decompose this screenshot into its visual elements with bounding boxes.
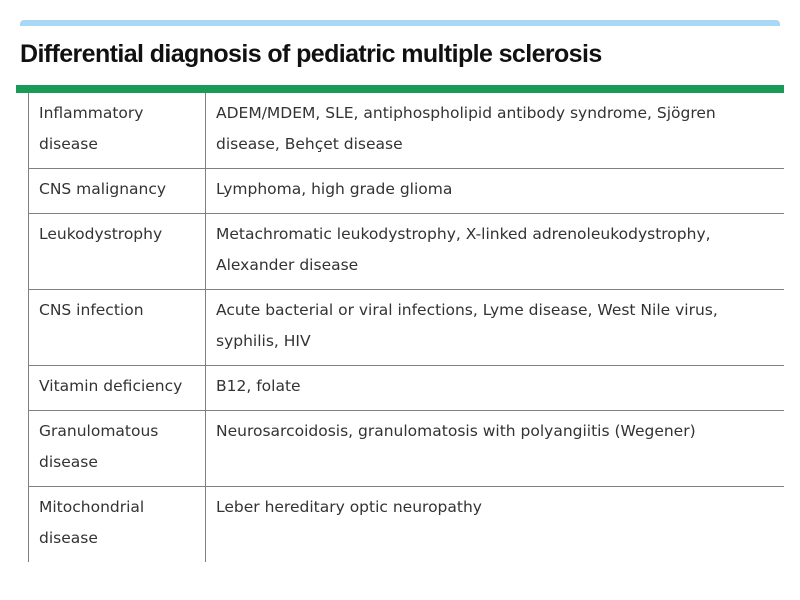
table-row — [29, 411, 785, 487]
table-row — [29, 487, 785, 563]
conditions-cell: Metachromatic leukodystrophy, X-linked adrenoleukodystrophy, Alexander disease — [206, 214, 785, 290]
differential-diagnosis-table — [28, 93, 784, 562]
table-row — [29, 290, 785, 366]
category-cell: Leukodystrophy — [29, 214, 206, 290]
table-row — [29, 93, 785, 169]
category-cell: CNS malignancy — [29, 169, 206, 214]
conditions-cell: Acute bacterial or viral infections, Lyme disease, West Nile virus, syphilis, HIV — [206, 290, 785, 366]
conditions-cell: Neurosarcoidosis, granulomatosis with polyangiitis (Wegener) — [206, 411, 785, 487]
table-row — [29, 214, 785, 290]
top-accent-bar — [20, 20, 780, 26]
conditions-cell: Lymphoma, high grade glioma — [206, 169, 785, 214]
category-cell: Vitamin deficiency — [29, 366, 206, 411]
category-cell: Granulomatous disease — [29, 411, 206, 487]
table-row — [29, 169, 785, 214]
green-divider-bar — [16, 85, 784, 93]
conditions-cell: B12, folate — [206, 366, 785, 411]
table-row — [29, 366, 785, 411]
category-cell: CNS infection — [29, 290, 206, 366]
conditions-cell: ADEM/MDEM, SLE, antiphospholipid antibody syndrome, Sjögren disease, Behçet disease — [206, 93, 785, 169]
slide-title: Differential diagnosis of pediatric multiple sclerosis — [20, 40, 602, 68]
category-cell: Inflammatory disease — [29, 93, 206, 169]
category-cell: Mitochondrial disease — [29, 487, 206, 563]
conditions-cell: Leber hereditary optic neuropathy — [216, 498, 482, 516]
